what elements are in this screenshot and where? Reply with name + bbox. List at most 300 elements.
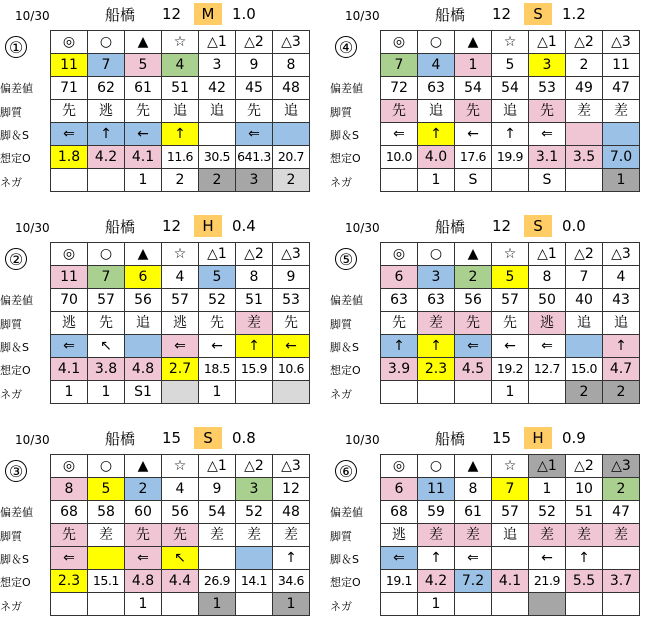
- grid-cell: 4: [418, 54, 455, 77]
- expected-odds-row: [381, 146, 640, 169]
- mark-row: [51, 243, 310, 266]
- race-number: 12: [162, 5, 182, 23]
- prediction-grid: [380, 454, 640, 616]
- grid-cell: 54: [492, 77, 529, 100]
- grid-cell: ←: [529, 547, 566, 570]
- race-date: 10/30: [345, 9, 380, 23]
- grid-cell: 52: [529, 501, 566, 524]
- grid-cell: 30.5: [199, 146, 236, 169]
- grid-cell: 2: [162, 169, 199, 192]
- grid-cell: ⇐: [529, 123, 566, 146]
- grid-cell: 10: [566, 478, 603, 501]
- mark-row: [381, 243, 640, 266]
- grid-cell: △3: [603, 243, 640, 266]
- grid-cell: 68: [51, 501, 88, 524]
- grid-cell: 43: [603, 289, 640, 312]
- grid-cell: 48: [273, 501, 310, 524]
- race-panel: [0, 424, 325, 629]
- grid-cell: 差: [603, 100, 640, 123]
- grid-cell: △2: [236, 455, 273, 478]
- grid-cell: ⇐: [162, 335, 199, 358]
- deviation-row: [51, 289, 310, 312]
- row-label: 想定O: [330, 364, 361, 377]
- grid-cell: 6: [125, 266, 162, 289]
- panel-number: ②: [5, 248, 27, 270]
- grid-cell: 58: [88, 501, 125, 524]
- grid-cell: 34.6: [273, 570, 310, 593]
- grid-cell: 差: [199, 524, 236, 547]
- race-panel: [330, 212, 655, 417]
- grid-cell: 3: [236, 478, 273, 501]
- grid-cell: 先: [199, 312, 236, 335]
- race-header: [0, 212, 325, 240]
- grid-cell: [381, 593, 418, 616]
- negative-row: [381, 593, 640, 616]
- grid-cell: 7: [566, 266, 603, 289]
- grid-cell: [492, 547, 529, 570]
- grid-cell: 9: [273, 266, 310, 289]
- grid-cell: 47: [603, 77, 640, 100]
- running-style-row: [381, 100, 640, 123]
- grid-cell: 10.0: [381, 146, 418, 169]
- row-label: 脚質: [0, 106, 22, 119]
- track-condition-badge: S: [524, 3, 552, 25]
- grid-cell: 1: [51, 381, 88, 404]
- grid-cell: 9: [199, 478, 236, 501]
- grid-cell: 先: [236, 100, 273, 123]
- row-label: ネガ: [330, 600, 352, 613]
- prediction-grid: [50, 242, 310, 404]
- grid-cell: △3: [603, 455, 640, 478]
- row-label: 偏差値: [0, 82, 33, 95]
- grid-cell: 2: [455, 266, 492, 289]
- grid-cell: 2: [566, 381, 603, 404]
- prediction-grid: [50, 454, 310, 616]
- grid-cell: △3: [273, 455, 310, 478]
- race-date: 10/30: [15, 9, 50, 23]
- grid-cell: 50: [529, 289, 566, 312]
- grid-cell: [381, 169, 418, 192]
- grid-cell: ↑: [273, 547, 310, 570]
- grid-cell: [492, 169, 529, 192]
- prediction-grid: [50, 30, 310, 192]
- grid-cell: 差: [529, 524, 566, 547]
- grid-cell: 57: [88, 289, 125, 312]
- race-panel: [0, 212, 325, 417]
- grid-cell: 追: [418, 100, 455, 123]
- pace-speed-row: [381, 123, 640, 146]
- grid-cell: 63: [418, 77, 455, 100]
- grid-cell: [566, 123, 603, 146]
- grid-cell: ☆: [492, 31, 529, 54]
- grid-cell: ↑: [88, 123, 125, 146]
- grid-cell: 3: [529, 54, 566, 77]
- grid-cell: 先: [381, 100, 418, 123]
- grid-cell: 45: [236, 77, 273, 100]
- grid-cell: 57: [492, 289, 529, 312]
- grid-cell: 3: [199, 54, 236, 77]
- grid-cell: 逃: [162, 312, 199, 335]
- grid-cell: 4: [162, 478, 199, 501]
- prediction-grid: [380, 242, 640, 404]
- grid-cell: 5: [492, 266, 529, 289]
- grid-cell: 5.5: [566, 570, 603, 593]
- grid-cell: 逃: [381, 524, 418, 547]
- grid-cell: ⇐: [381, 123, 418, 146]
- grid-cell: 57: [162, 289, 199, 312]
- track-condition-badge: H: [524, 427, 552, 449]
- grid-cell: [88, 593, 125, 616]
- row-label: 脚＆S: [330, 553, 359, 566]
- grid-cell: 56: [162, 501, 199, 524]
- race-number: 15: [492, 429, 512, 447]
- grid-cell: 1: [125, 169, 162, 192]
- grid-cell: 2: [199, 169, 236, 192]
- grid-cell: ○: [88, 243, 125, 266]
- grid-cell: △2: [566, 455, 603, 478]
- grid-cell: 42: [199, 77, 236, 100]
- grid-cell: ◎: [51, 31, 88, 54]
- grid-cell: 51: [566, 501, 603, 524]
- grid-cell: 追: [273, 100, 310, 123]
- grid-cell: 18.5: [199, 358, 236, 381]
- grid-cell: ◎: [381, 455, 418, 478]
- horse-number-row: [51, 266, 310, 289]
- grid-cell: [88, 547, 125, 570]
- grid-cell: 追: [199, 100, 236, 123]
- row-label: 偏差値: [0, 294, 33, 307]
- row-label: 脚質: [330, 106, 352, 119]
- row-label: 脚＆S: [0, 553, 29, 566]
- grid-cell: 4: [603, 266, 640, 289]
- condition-value: 1.0: [232, 5, 256, 23]
- grid-cell: 62: [88, 77, 125, 100]
- grid-cell: 追: [125, 312, 162, 335]
- expected-odds-row: [51, 146, 310, 169]
- grid-cell: 48: [273, 77, 310, 100]
- grid-cell: ▲: [455, 243, 492, 266]
- grid-cell: 逃: [88, 100, 125, 123]
- grid-cell: S: [455, 169, 492, 192]
- grid-cell: 8: [236, 266, 273, 289]
- grid-cell: 5: [88, 478, 125, 501]
- row-label: 脚質: [330, 530, 352, 543]
- grid-cell: [236, 381, 273, 404]
- grid-cell: ▲: [125, 455, 162, 478]
- pace-speed-row: [381, 547, 640, 570]
- grid-cell: ◎: [381, 243, 418, 266]
- grid-cell: △3: [273, 243, 310, 266]
- grid-cell: △1: [199, 31, 236, 54]
- pace-speed-row: [51, 123, 310, 146]
- grid-cell: 差: [455, 524, 492, 547]
- grid-cell: 5: [125, 54, 162, 77]
- grid-cell: ▲: [455, 455, 492, 478]
- grid-cell: 先: [125, 524, 162, 547]
- grid-cell: 7.0: [603, 146, 640, 169]
- grid-cell: 4.8: [125, 570, 162, 593]
- negative-row: [381, 381, 640, 404]
- grid-cell: [236, 593, 273, 616]
- grid-cell: 61: [455, 501, 492, 524]
- grid-cell: 9: [236, 54, 273, 77]
- grid-cell: 差: [566, 524, 603, 547]
- grid-cell: [199, 547, 236, 570]
- expected-odds-row: [381, 570, 640, 593]
- grid-cell: 21.9: [529, 570, 566, 593]
- grid-cell: 4.4: [162, 570, 199, 593]
- row-label: 想定O: [0, 576, 31, 589]
- grid-cell: 追: [492, 100, 529, 123]
- race-date: 10/30: [15, 221, 50, 235]
- grid-cell: ☆: [162, 243, 199, 266]
- row-label: 脚質: [330, 318, 352, 331]
- grid-cell: 17.6: [455, 146, 492, 169]
- grid-cell: 4.5: [455, 358, 492, 381]
- grid-cell: 先: [162, 524, 199, 547]
- track-condition-badge: S: [194, 427, 222, 449]
- row-label: 偏差値: [330, 294, 363, 307]
- grid-cell: 15.9: [236, 358, 273, 381]
- negative-row: [381, 169, 640, 192]
- grid-cell: 11: [418, 478, 455, 501]
- grid-cell: 19.9: [492, 146, 529, 169]
- grid-cell: 7: [381, 54, 418, 77]
- grid-cell: 10.6: [273, 358, 310, 381]
- row-label: 想定O: [330, 576, 361, 589]
- grid-cell: 追: [566, 312, 603, 335]
- grid-cell: ↑: [236, 335, 273, 358]
- grid-cell: S: [529, 169, 566, 192]
- grid-cell: 53: [529, 77, 566, 100]
- grid-cell: [162, 381, 199, 404]
- venue-name: 船橋: [435, 430, 466, 448]
- grid-cell: [51, 593, 88, 616]
- grid-cell: △2: [566, 31, 603, 54]
- grid-cell: 差: [566, 100, 603, 123]
- running-style-row: [381, 524, 640, 547]
- grid-cell: 19.2: [492, 358, 529, 381]
- row-label: 偏差値: [330, 82, 363, 95]
- grid-cell: △2: [236, 243, 273, 266]
- row-label: 偏差値: [0, 506, 33, 519]
- grid-cell: ○: [88, 31, 125, 54]
- row-label: 想定O: [330, 152, 361, 165]
- grid-cell: ⇐: [455, 547, 492, 570]
- grid-cell: 11: [51, 54, 88, 77]
- grid-cell: 59: [418, 501, 455, 524]
- grid-cell: 26.9: [199, 570, 236, 593]
- race-panel: [0, 0, 325, 205]
- grid-cell: ↑: [418, 547, 455, 570]
- mark-row: [51, 455, 310, 478]
- grid-cell: 差: [418, 312, 455, 335]
- grid-cell: [51, 169, 88, 192]
- grid-cell: [529, 381, 566, 404]
- track-condition-badge: M: [194, 3, 222, 25]
- grid-cell: 4.2: [88, 146, 125, 169]
- race-header: [0, 424, 325, 452]
- grid-cell: 2: [603, 381, 640, 404]
- grid-cell: [273, 123, 310, 146]
- grid-cell: 15.1: [88, 570, 125, 593]
- grid-cell: 先: [455, 312, 492, 335]
- horse-number-row: [381, 54, 640, 77]
- grid-cell: 11: [603, 54, 640, 77]
- grid-cell: ←: [455, 123, 492, 146]
- panel-number: ③: [5, 460, 27, 482]
- deviation-row: [51, 501, 310, 524]
- row-label: ネガ: [330, 176, 352, 189]
- grid-cell: ○: [418, 31, 455, 54]
- row-label: 脚質: [0, 530, 22, 543]
- running-style-row: [51, 100, 310, 123]
- grid-cell: 19.1: [381, 570, 418, 593]
- grid-cell: 4.1: [51, 358, 88, 381]
- deviation-row: [381, 77, 640, 100]
- grid-cell: 4.8: [125, 358, 162, 381]
- grid-cell: 4: [162, 54, 199, 77]
- grid-cell: ⇐: [51, 123, 88, 146]
- row-label: 想定O: [0, 364, 31, 377]
- grid-cell: ⇐: [51, 335, 88, 358]
- grid-cell: ↑: [566, 547, 603, 570]
- panel-number: ①: [5, 36, 27, 58]
- grid-cell: 差: [236, 312, 273, 335]
- grid-cell: 3.8: [88, 358, 125, 381]
- grid-cell: 15.0: [566, 358, 603, 381]
- grid-cell: 1: [88, 381, 125, 404]
- grid-cell: 11: [51, 266, 88, 289]
- grid-cell: 53: [273, 289, 310, 312]
- negative-row: [51, 381, 310, 404]
- grid-cell: 3.7: [603, 570, 640, 593]
- grid-cell: 3: [418, 266, 455, 289]
- grid-cell: 3.5: [566, 146, 603, 169]
- deviation-row: [381, 501, 640, 524]
- grid-cell: 4.7: [603, 358, 640, 381]
- grid-cell: [125, 335, 162, 358]
- grid-cell: 52: [236, 501, 273, 524]
- grid-cell: ☆: [492, 243, 529, 266]
- grid-cell: 3.1: [529, 146, 566, 169]
- grid-cell: 60: [125, 501, 162, 524]
- grid-cell: 1: [492, 381, 529, 404]
- mark-row: [51, 31, 310, 54]
- grid-cell: ↑: [418, 123, 455, 146]
- condition-value: 0.4: [232, 217, 256, 235]
- grid-cell: 47: [603, 501, 640, 524]
- grid-cell: 63: [418, 289, 455, 312]
- row-label: 脚＆S: [0, 341, 29, 354]
- row-label: ネガ: [0, 176, 22, 189]
- grid-cell: [88, 169, 125, 192]
- grid-cell: ↑: [418, 335, 455, 358]
- grid-cell: 差: [603, 524, 640, 547]
- negative-row: [51, 169, 310, 192]
- grid-cell: 5: [199, 266, 236, 289]
- grid-cell: 2: [125, 478, 162, 501]
- row-label: ネガ: [330, 388, 352, 401]
- venue-name: 船橋: [435, 6, 466, 24]
- grid-cell: 4.1: [125, 146, 162, 169]
- grid-cell: ⇐: [125, 547, 162, 570]
- grid-cell: 12: [273, 478, 310, 501]
- grid-cell: ⇐: [51, 547, 88, 570]
- grid-cell: [529, 593, 566, 616]
- running-style-row: [51, 312, 310, 335]
- running-style-row: [381, 312, 640, 335]
- condition-value: 1.2: [562, 5, 586, 23]
- grid-cell: ←: [199, 335, 236, 358]
- grid-cell: 57: [492, 501, 529, 524]
- grid-cell: ⇐: [236, 123, 273, 146]
- grid-cell: [603, 547, 640, 570]
- venue-name: 船橋: [105, 430, 136, 448]
- grid-cell: 1: [125, 593, 162, 616]
- grid-cell: ☆: [162, 31, 199, 54]
- grid-cell: ⇐: [529, 335, 566, 358]
- grid-cell: 追: [162, 100, 199, 123]
- mark-row: [381, 455, 640, 478]
- grid-cell: 1: [273, 593, 310, 616]
- horse-number-row: [381, 478, 640, 501]
- grid-cell: ←: [492, 335, 529, 358]
- race-header: [330, 424, 655, 452]
- row-label: 脚＆S: [0, 129, 29, 142]
- grid-cell: 1: [603, 169, 640, 192]
- grid-cell: 先: [492, 312, 529, 335]
- grid-cell: △1: [199, 455, 236, 478]
- grid-cell: 差: [418, 524, 455, 547]
- grid-cell: 4.2: [418, 570, 455, 593]
- panel-number: ⑥: [335, 460, 357, 482]
- horse-number-row: [381, 266, 640, 289]
- grid-cell: 14.1: [236, 570, 273, 593]
- race-date: 10/30: [345, 433, 380, 447]
- track-condition-badge: S: [524, 215, 552, 237]
- grid-cell: 11.6: [162, 146, 199, 169]
- grid-cell: 61: [125, 77, 162, 100]
- race-number: 12: [492, 217, 512, 235]
- row-label: 脚質: [0, 318, 22, 331]
- grid-cell: 1: [455, 54, 492, 77]
- grid-cell: 8: [273, 54, 310, 77]
- grid-cell: 56: [125, 289, 162, 312]
- mark-row: [381, 31, 640, 54]
- grid-cell: [455, 593, 492, 616]
- grid-cell: [455, 381, 492, 404]
- grid-cell: 1: [418, 593, 455, 616]
- grid-cell: 逃: [529, 312, 566, 335]
- grid-cell: ▲: [125, 31, 162, 54]
- grid-cell: 差: [236, 524, 273, 547]
- grid-cell: 追: [492, 524, 529, 547]
- grid-cell: 641.3: [236, 146, 273, 169]
- grid-cell: ○: [88, 455, 125, 478]
- grid-cell: 12.7: [529, 358, 566, 381]
- grid-cell: 先: [381, 312, 418, 335]
- grid-cell: 先: [529, 100, 566, 123]
- grid-cell: ◎: [51, 243, 88, 266]
- grid-cell: 追: [603, 312, 640, 335]
- grid-cell: 20.7: [273, 146, 310, 169]
- grid-cell: 3: [236, 169, 273, 192]
- race-date: 10/30: [345, 221, 380, 235]
- grid-cell: 1.8: [51, 146, 88, 169]
- race-number: 12: [492, 5, 512, 23]
- row-label: ネガ: [0, 388, 22, 401]
